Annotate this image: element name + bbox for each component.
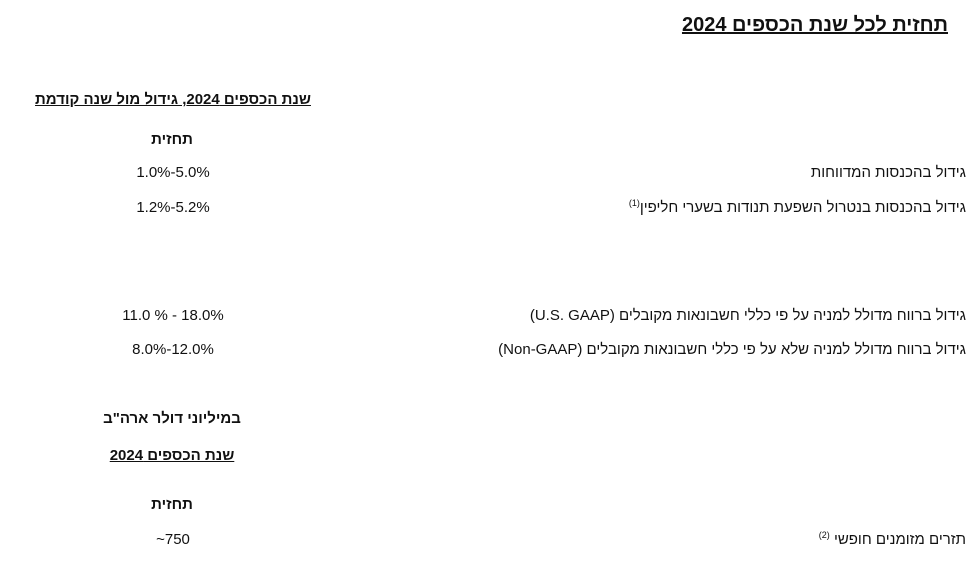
footnote-1-marker: (1) [628,198,640,208]
row-reported-revenue-value: 1.0%-5.0% [136,164,210,181]
row-free-cash-flow-text: תזרים מזומנים חופשי [833,531,966,548]
row-non-gaap-eps-label: גידול ברווח מדולל למניה שלא על פי כללי חשבונאות מקובלים (Non-GAAP) [498,341,966,358]
row-gaap-eps-value: 11.0 % - 18.0% [122,307,224,324]
row-free-cash-flow-label [819,531,966,548]
row-gaap-eps-label: גידול ברווח מדולל למניה על פי כללי חשבונאות מקובלים (U.S. GAAP) [529,307,966,324]
page-title: תחזית לכל שנת הכספים 2024 [681,14,948,36]
row-fx-neutral-revenue-text: גידול בהכנסות בנטרול השפעת תנודות בשערי חליפין [639,199,966,216]
section1-header: שנת הכספים 2024, גידול מול שנה קודמת [35,91,311,108]
section2-header: שנת הכספים 2024 [109,447,235,464]
section1-subheader: תחזית [151,131,193,148]
row-fx-neutral-revenue-value: 1.2%-5.2% [136,199,210,216]
row-reported-revenue-label: גידול בהכנסות המדווחות [810,164,966,181]
section2-subheader: תחזית [151,496,193,513]
footnote-2-marker: (2) [818,530,830,540]
row-fx-neutral-revenue-label [629,199,966,216]
row-free-cash-flow-value: ~750 [156,531,190,548]
section2-units: במיליוני דולר ארה"ב [103,410,241,427]
row-non-gaap-eps-value: 8.0%-12.0% [132,341,214,358]
